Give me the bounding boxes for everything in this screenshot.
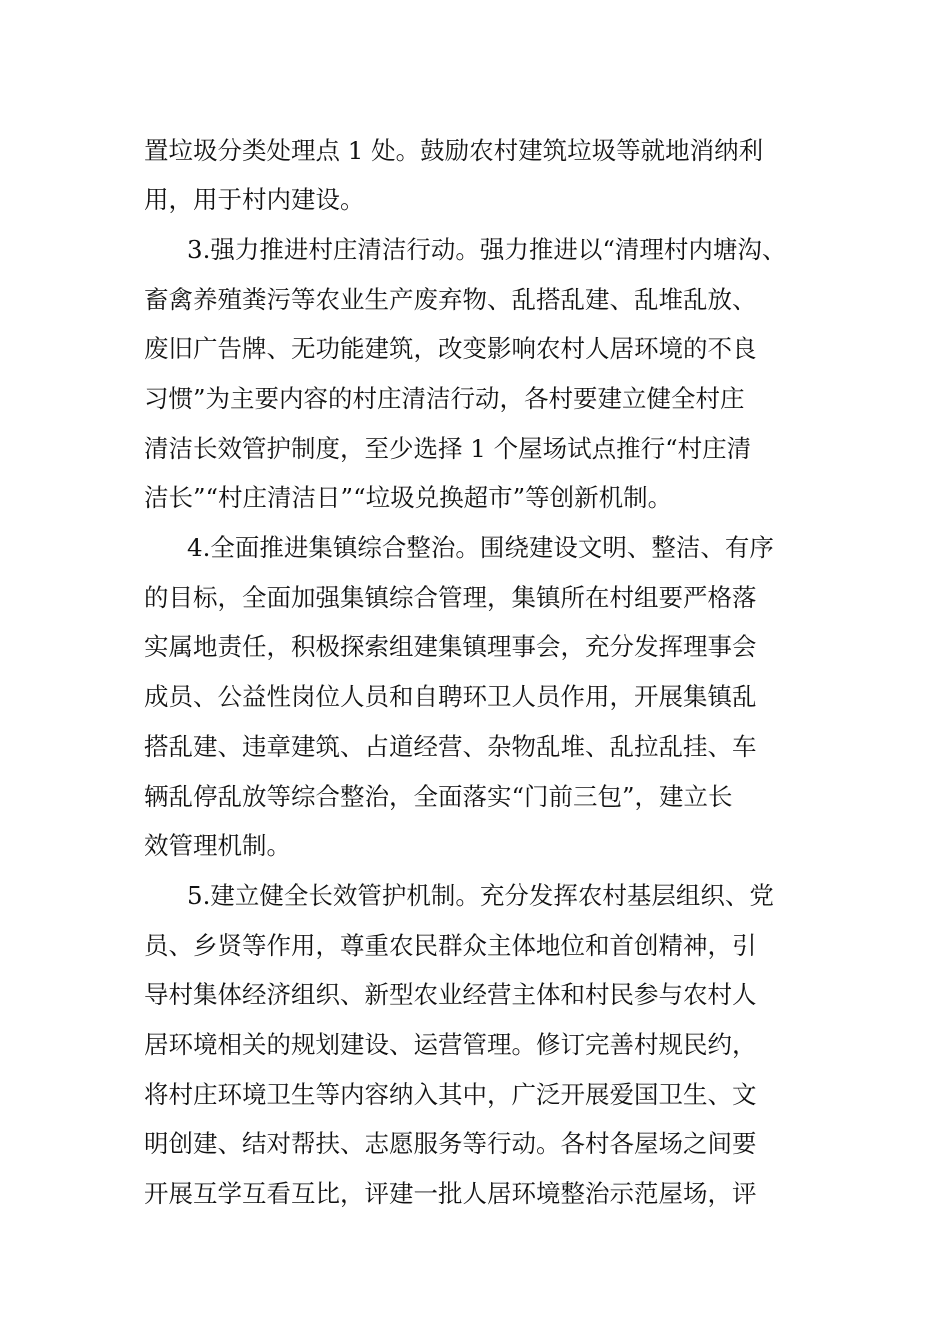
text-line: 清洁长效管护制度，至少选择 1 个屋场试点推行“村庄清 <box>144 434 752 463</box>
paragraph-3-heading-line: 3.强力推进村庄清洁行动。强力推进以“清理村内塘沟、 <box>187 235 787 264</box>
text-line: 将村庄环境卫生等内容纳入其中，广泛开展爱国卫生、文 <box>144 1080 757 1109</box>
text-line: 成员、公益性岗位人员和自聘环卫人员作用，开展集镇乱 <box>144 682 757 711</box>
text-line: 居环境相关的规划建设、运营管理。修订完善村规民约， <box>144 1030 757 1059</box>
text-line: 实属地责任，积极探索组建集镇理事会，充分发挥理事会 <box>144 632 757 661</box>
text-line: 置垃圾分类处理点 1 处。鼓励农村建筑垃圾等就地消纳利 <box>144 136 764 165</box>
text-line: 的目标，全面加强集镇综合管理，集镇所在村组要严格落 <box>144 583 757 612</box>
paragraph-5-heading-line: 5.建立健全长效管护机制。充分发挥农村基层组织、党 <box>187 881 774 910</box>
text-line: 畜禽养殖粪污等农业生产废弃物、乱搭乱建、乱堆乱放、 <box>144 285 757 314</box>
text-line: 导村集体经济组织、新型农业经营主体和村民参与农村人 <box>144 980 757 1009</box>
text-line: 辆乱停乱放等综合整治，全面落实“门前三包”，建立长 <box>144 782 733 811</box>
text-line: 开展互学互看互比，评建一批人居环境整治示范屋场，评 <box>144 1179 757 1208</box>
text-line: 习惯”为主要内容的村庄清洁行动，各村要建立健全村庄 <box>144 384 745 413</box>
text-line: 搭乱建、违章建筑、占道经营、杂物乱堆、乱拉乱挂、车 <box>144 732 757 761</box>
text-line: 效管理机制。 <box>144 831 291 860</box>
text-line: 用，用于村内建设。 <box>144 185 365 214</box>
text-line: 洁长”“村庄清洁日”“垃圾兑换超市”等创新机制。 <box>144 483 673 512</box>
paragraph-4-heading-line: 4.全面推进集镇综合整治。围绕建设文明、整洁、有序 <box>187 533 774 562</box>
text-line: 明创建、结对帮扶、志愿服务等行动。各村各屋场之间要 <box>144 1129 757 1158</box>
text-line: 员、乡贤等作用，尊重农民群众主体地位和首创精神，引 <box>144 931 757 960</box>
text-line: 废旧广告牌、无功能建筑，改变影响农村人居环境的不良 <box>144 334 757 363</box>
